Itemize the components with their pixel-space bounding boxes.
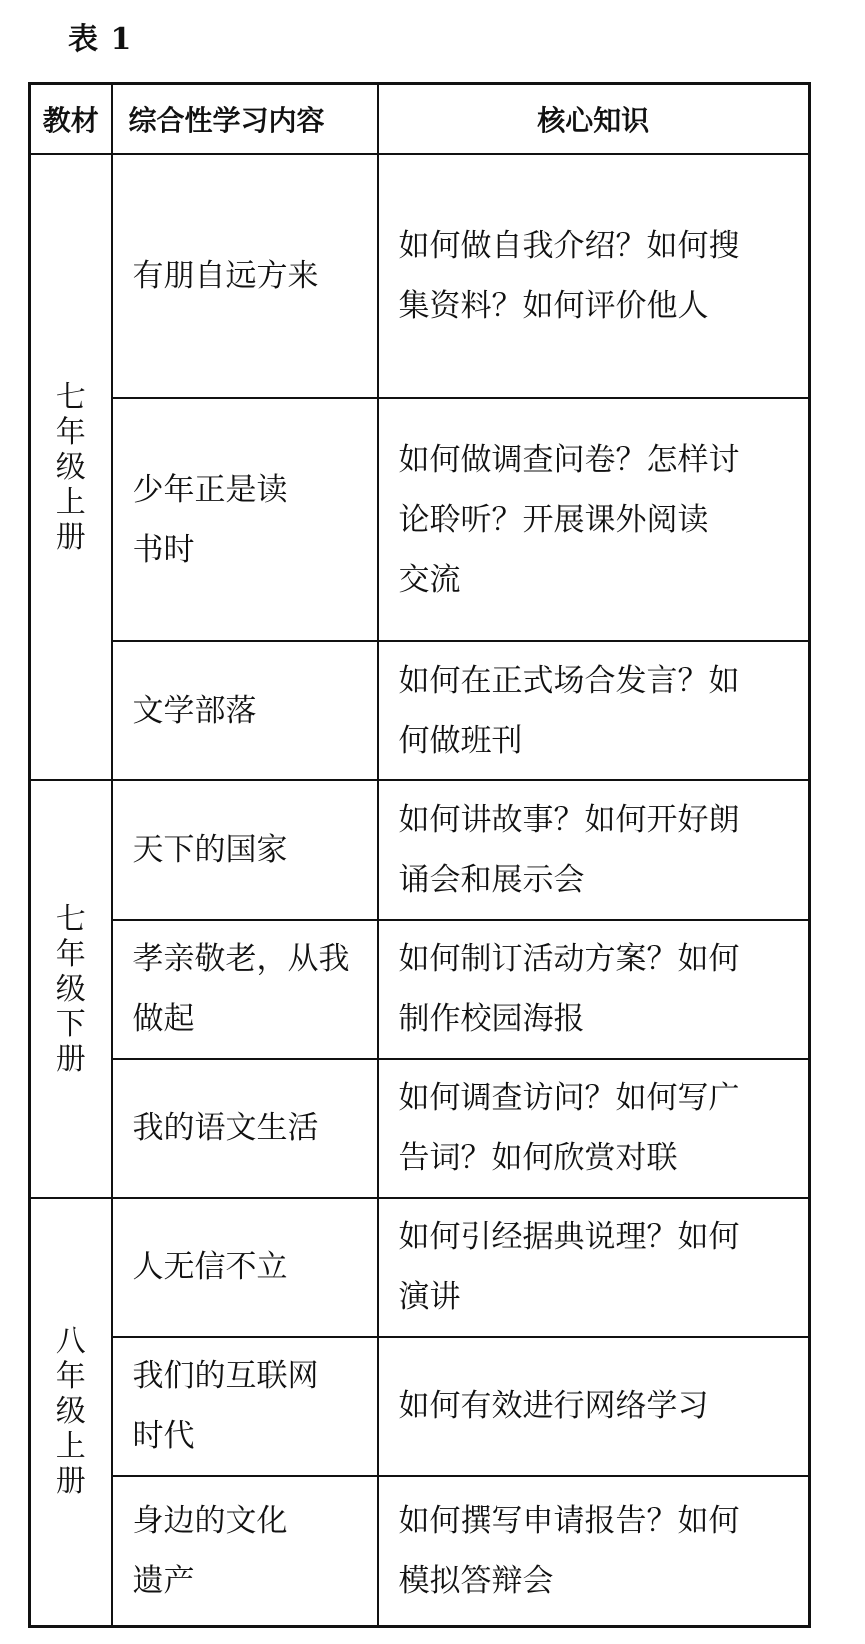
- core-knowledge-cell: 如何有效进行网络学习: [378, 1337, 810, 1476]
- table-row: [30, 780, 810, 919]
- topic-cell: 我们的互联网 时代: [112, 1337, 378, 1476]
- core-knowledge-cell: 如何讲故事？如何开好朗 诵会和展示会: [378, 780, 810, 919]
- core-knowledge-cell: 如何做自我介绍？如何搜 集资料？如何评价他人: [378, 154, 810, 398]
- table-row: [30, 1059, 810, 1198]
- textbook-cell: 七年级上册: [30, 154, 112, 780]
- topic-cell: 有朋自远方来: [112, 154, 378, 398]
- textbook-cell: 七年级下册: [30, 780, 112, 1197]
- textbook-cell: 八年级上册: [30, 1198, 112, 1627]
- table-row: [30, 154, 810, 398]
- table-row: [30, 641, 810, 780]
- core-knowledge-cell: 如何在正式场合发言？如 何做班刊: [378, 641, 810, 780]
- core-knowledge-cell: 如何撰写申请报告？如何 模拟答辩会: [378, 1476, 810, 1627]
- table-caption: 表 1: [68, 22, 133, 57]
- topic-cell: 我的语文生活: [112, 1059, 378, 1198]
- table-row: [30, 1337, 810, 1476]
- core-knowledge-cell: 如何引经据典说理？如何 演讲: [378, 1198, 810, 1337]
- header-learning-content: 综合性学习内容: [112, 84, 378, 155]
- core-knowledge-cell: 如何制订活动方案？如何 制作校园海报: [378, 920, 810, 1059]
- table-row: [30, 920, 810, 1059]
- core-knowledge-cell: 如何做调查问卷？怎样讨 论聆听？开展课外阅读 交流: [378, 398, 810, 642]
- topic-cell: 天下的国家: [112, 780, 378, 919]
- topic-cell: 少年正是读 书时: [112, 398, 378, 642]
- topic-cell: 人无信不立: [112, 1198, 378, 1337]
- table-row: [30, 1476, 810, 1627]
- header-textbook: 教材: [30, 84, 112, 155]
- table-header-row: [30, 84, 810, 155]
- core-knowledge-cell: 如何调查访问？如何写广 告词？如何欣赏对联: [378, 1059, 810, 1198]
- table-row: [30, 398, 810, 642]
- curriculum-table: [28, 82, 811, 1628]
- table-row: [30, 1198, 810, 1337]
- topic-cell: 身边的文化 遗产: [112, 1476, 378, 1627]
- header-core-knowledge: 核心知识: [378, 84, 810, 155]
- topic-cell: 文学部落: [112, 641, 378, 780]
- topic-cell: 孝亲敬老，从我 做起: [112, 920, 378, 1059]
